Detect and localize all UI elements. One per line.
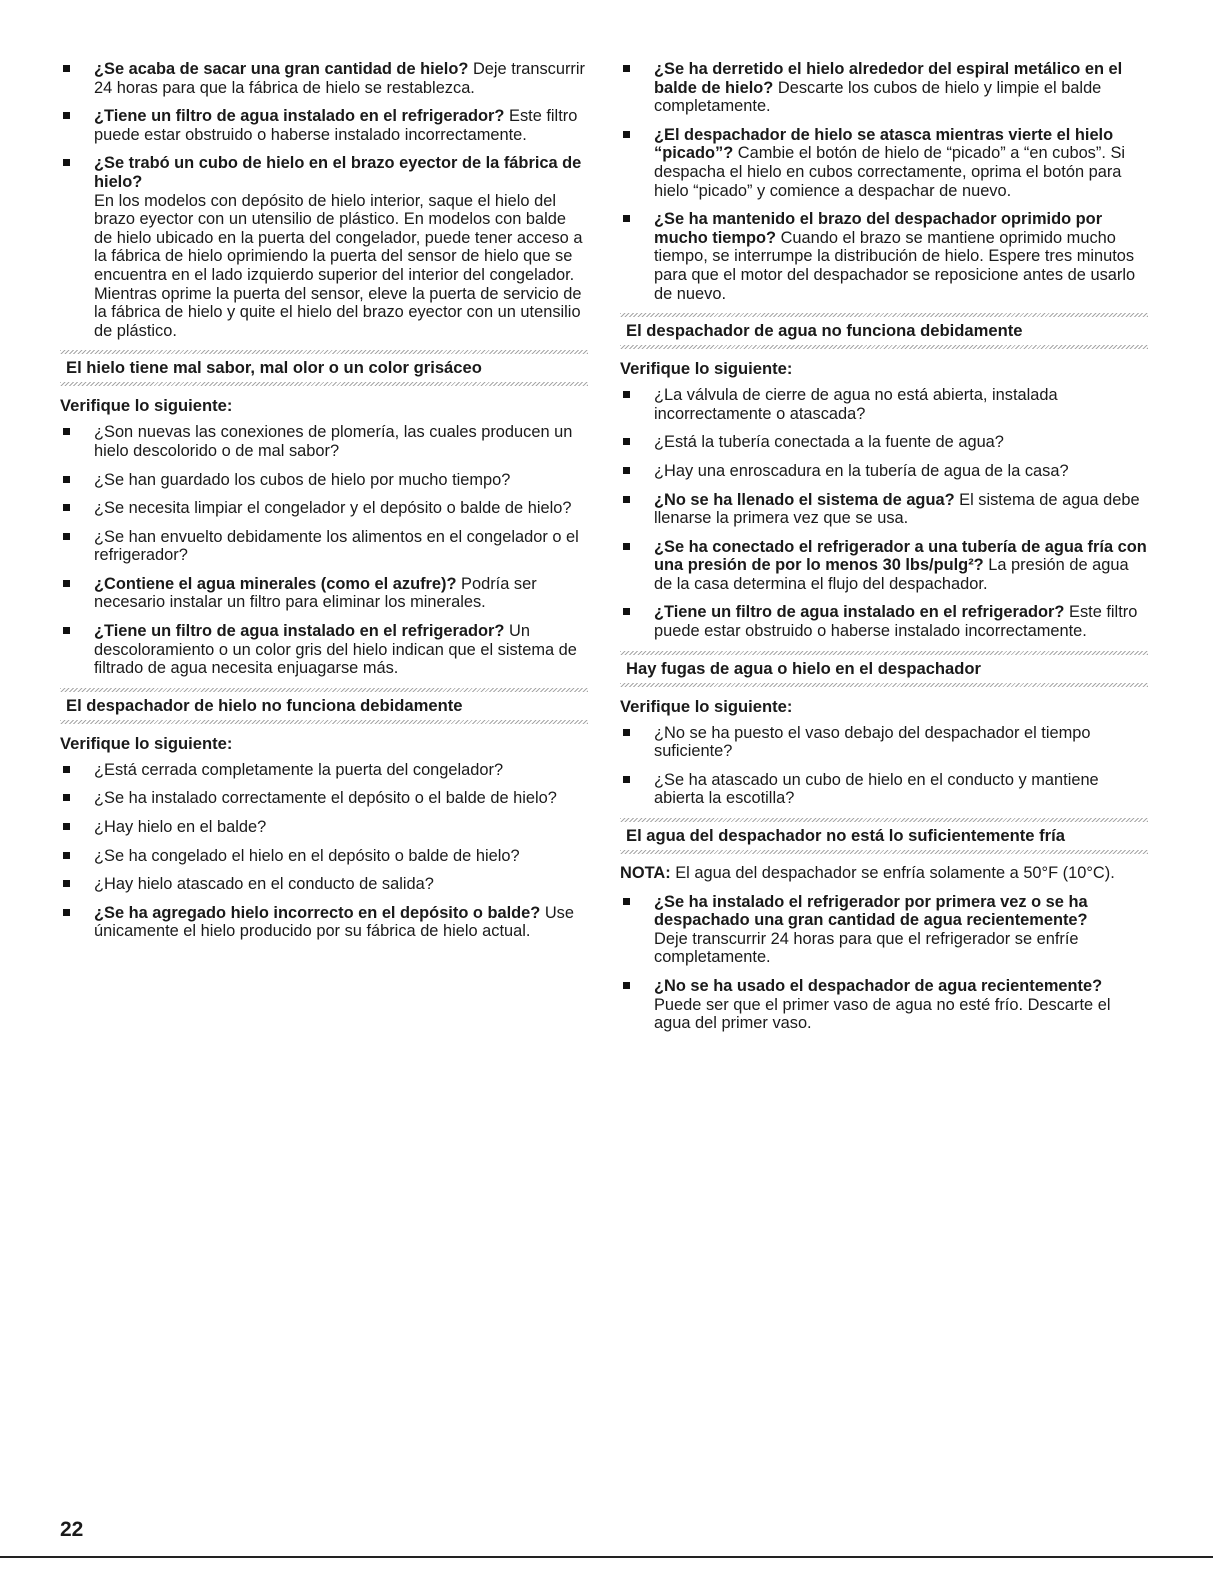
list-item <box>620 126 1148 200</box>
list-item <box>620 462 1148 481</box>
list-item <box>620 771 1148 808</box>
item-text: ¿La válvula de cierre de agua no está abierta, instalada incorrectamente o atascada? <box>654 386 1058 423</box>
subheading: Verifique lo siguiente: <box>620 359 793 379</box>
list-item <box>620 977 1148 1033</box>
question: ¿Se ha derretido el hielo alrededor del espiral metálico en el balde de hielo? <box>654 60 1123 97</box>
section-title: El agua del despachador no está lo suficientemente fría <box>626 826 1065 846</box>
answer: En los modelos con depósito de hielo interior, saque el hielo del brazo eyector con un utensilio de plástico. En modelos con balde de hielo ubicado en la puerta del congelador, puede tener acceso a la fábrica de hielo oprimiendo la puerta del sensor de hielo que se encuentra en el lado izquierdo superior del interior del congelador. Mientras oprime la puerta del sensor, eleve la puerta de servicio de la fábrica de hielo y quite el hielo del brazo eyector con un utensilio de plástico. <box>94 191 583 340</box>
answer: Este filtro puede estar obstruido o haberse instalado incorrectamente. <box>654 603 1138 641</box>
item-text: ¿Hay hielo en el balde? <box>94 818 267 837</box>
list-item <box>620 386 1148 423</box>
list-item <box>620 893 1148 967</box>
note-label: NOTA: <box>620 864 671 883</box>
answer: La presión de agua de la casa determina el flujo del despachador. <box>654 556 1129 593</box>
section-header <box>60 688 588 724</box>
list-item <box>60 154 588 340</box>
hatched-rule <box>620 850 1148 854</box>
section-header <box>620 313 1148 349</box>
item-text: ¿Está la tubería conectada a la fuente de agua? <box>654 433 1004 452</box>
subheading: Verifique lo siguiente: <box>620 696 793 716</box>
hatched-rule <box>620 651 1148 655</box>
list-item <box>620 210 1148 303</box>
hatched-rule <box>60 382 588 386</box>
answer: Descarte los cubos de hielo y limpie el balde completamente. <box>654 78 1102 116</box>
answer: Podría ser necesario instalar un filtro para eliminar los minerales. <box>94 574 537 612</box>
page-number: 22 <box>60 1518 84 1541</box>
list-item <box>620 538 1148 594</box>
question: ¿No se ha usado el despachador de agua recientemente? <box>654 977 1103 995</box>
hatched-rule <box>60 720 588 724</box>
question: ¿Tiene un filtro de agua instalado en el refrigerador? <box>94 622 505 641</box>
item-text: ¿Son nuevas las conexiones de plomería, las cuales producen un hielo descolorido o de mal sabor? <box>94 423 573 460</box>
check-list <box>620 386 1148 641</box>
item-text: ¿Está cerrada completamente la puerta del congelador? <box>94 760 504 779</box>
answer: Cambie el botón de hielo de “picado” a “en cubos”. Si despacha el hielo en cubos correctamente, oprima el botón para hielo “picado” y comience a despachar de nuevo. <box>654 144 1126 200</box>
question: ¿Se acaba de sacar una gran cantidad de hielo? <box>94 60 469 78</box>
question: ¿Contiene el agua minerales (como el azufre)? <box>94 574 457 593</box>
list-item <box>60 575 588 612</box>
list-item <box>620 603 1148 640</box>
subheading: Verifique lo siguiente: <box>60 733 233 753</box>
check-list <box>620 724 1148 808</box>
list-item <box>60 847 588 866</box>
list-item <box>60 499 588 518</box>
question: ¿Tiene un filtro de agua instalado en el refrigerador? <box>654 603 1065 622</box>
right-column <box>620 60 1148 1043</box>
list-item <box>60 761 588 780</box>
list-item <box>620 724 1148 761</box>
answer: Cuando el brazo se mantiene oprimido mucho tiempo, se interrumpe la distribución de hielo. Espere tres minutos para que el motor del despachador se reposicione antes de usarlo de nuevo. <box>654 228 1136 303</box>
right-intro-list <box>620 60 1148 303</box>
note <box>620 864 1148 883</box>
section-header <box>620 651 1148 687</box>
hatched-rule <box>620 345 1148 349</box>
section-header <box>60 350 588 386</box>
item-text: ¿Se ha instalado correctamente el depósito o el balde de hielo? <box>94 789 557 808</box>
question: ¿El despachador de hielo se atasca mientras vierte el hielo “picado”? <box>654 125 1114 163</box>
answer: Puede ser que el primer vaso de agua no esté frío. Descarte el agua del primer vaso. <box>654 995 1111 1033</box>
item-text: ¿Se ha congelado el hielo en el depósito o balde de hielo? <box>94 846 520 865</box>
list-item <box>60 789 588 808</box>
item-text: ¿Se necesita limpiar el congelador y el depósito o balde de hielo? <box>94 499 572 518</box>
item-text: ¿Hay una enroscadura en la tubería de agua de la casa? <box>654 461 1069 480</box>
subheading: Verifique lo siguiente: <box>60 396 233 416</box>
check-list <box>620 893 1148 1033</box>
answer: Deje transcurrir 24 horas para que la fábrica de hielo se restablezca. <box>94 60 585 97</box>
list-item <box>60 622 588 678</box>
list-item <box>60 818 588 837</box>
section-header <box>620 818 1148 854</box>
list-item <box>60 423 588 460</box>
list-item <box>620 491 1148 528</box>
answer: Use únicamente el hielo producido por su fábrica de hielo actual. <box>94 903 574 941</box>
note-text: El agua del despachador se enfría solamente a 50°F (10°C). <box>670 864 1115 883</box>
item-text: ¿Hay hielo atascado en el conducto de salida? <box>94 875 434 894</box>
question: ¿No se ha llenado el sistema de agua? <box>654 490 955 509</box>
answer: Este filtro puede estar obstruido o haberse instalado incorrectamente. <box>94 107 578 144</box>
hatched-rule <box>620 313 1148 317</box>
list-item <box>60 528 588 565</box>
bottom-rule <box>0 1556 1213 1558</box>
left-intro-list <box>60 60 588 340</box>
hatched-rule <box>60 688 588 692</box>
list-item <box>60 60 588 97</box>
section-title: El despachador de agua no funciona debidamente <box>626 321 1023 341</box>
item-text: ¿Se ha atascado un cubo de hielo en el conducto y mantiene abierta la escotilla? <box>654 770 1099 808</box>
check-list <box>60 761 588 941</box>
question: ¿Se ha mantenido el brazo del despachador oprimido por mucho tiempo? <box>654 210 1103 247</box>
section-title: El despachador de hielo no funciona debidamente <box>66 695 463 715</box>
question: ¿Tiene un filtro de agua instalado en el refrigerador? <box>94 107 505 126</box>
hatched-rule <box>620 683 1148 687</box>
list-item <box>60 471 588 490</box>
item-text: ¿Se han envuelto debidamente los alimentos en el congelador o el refrigerador? <box>94 527 579 565</box>
hatched-rule <box>620 818 1148 822</box>
list-item <box>60 107 588 144</box>
question: ¿Se ha agregado hielo incorrecto en el depósito o balde? <box>94 903 541 922</box>
answer: Deje transcurrir 24 horas para que el refrigerador se enfríe completamente. <box>654 929 1079 967</box>
section-title: Hay fugas de agua o hielo en el despachador <box>626 658 982 678</box>
list-item <box>620 433 1148 452</box>
section-title: El hielo tiene mal sabor, mal olor o un color grisáceo <box>66 358 482 378</box>
question: ¿Se ha conectado el refrigerador a una tubería de agua fría con una presión de por lo menos 30 lbs/pulg²? <box>654 537 1147 575</box>
question: ¿Se trabó un cubo de hielo en el brazo eyector de la fábrica de hielo? <box>94 154 582 191</box>
left-column <box>60 60 588 951</box>
answer: Un descoloramiento o un color gris del hielo indican que el sistema de filtrado de agua necesita enjuagarse más. <box>94 622 577 678</box>
item-text: ¿Se han guardado los cubos de hielo por mucho tiempo? <box>94 470 511 489</box>
list-item <box>620 60 1148 116</box>
list-item <box>60 875 588 894</box>
answer: El sistema de agua debe llenarse la primera vez que se usa. <box>654 490 1140 528</box>
hatched-rule <box>60 350 588 354</box>
list-item <box>60 904 588 941</box>
check-list <box>60 423 588 678</box>
question: ¿Se ha instalado el refrigerador por primera vez o se ha despachado una gran cantidad de agua recientemente? <box>654 892 1088 930</box>
item-text: ¿No se ha puesto el vaso debajo del despachador el tiempo suficiente? <box>654 723 1091 761</box>
